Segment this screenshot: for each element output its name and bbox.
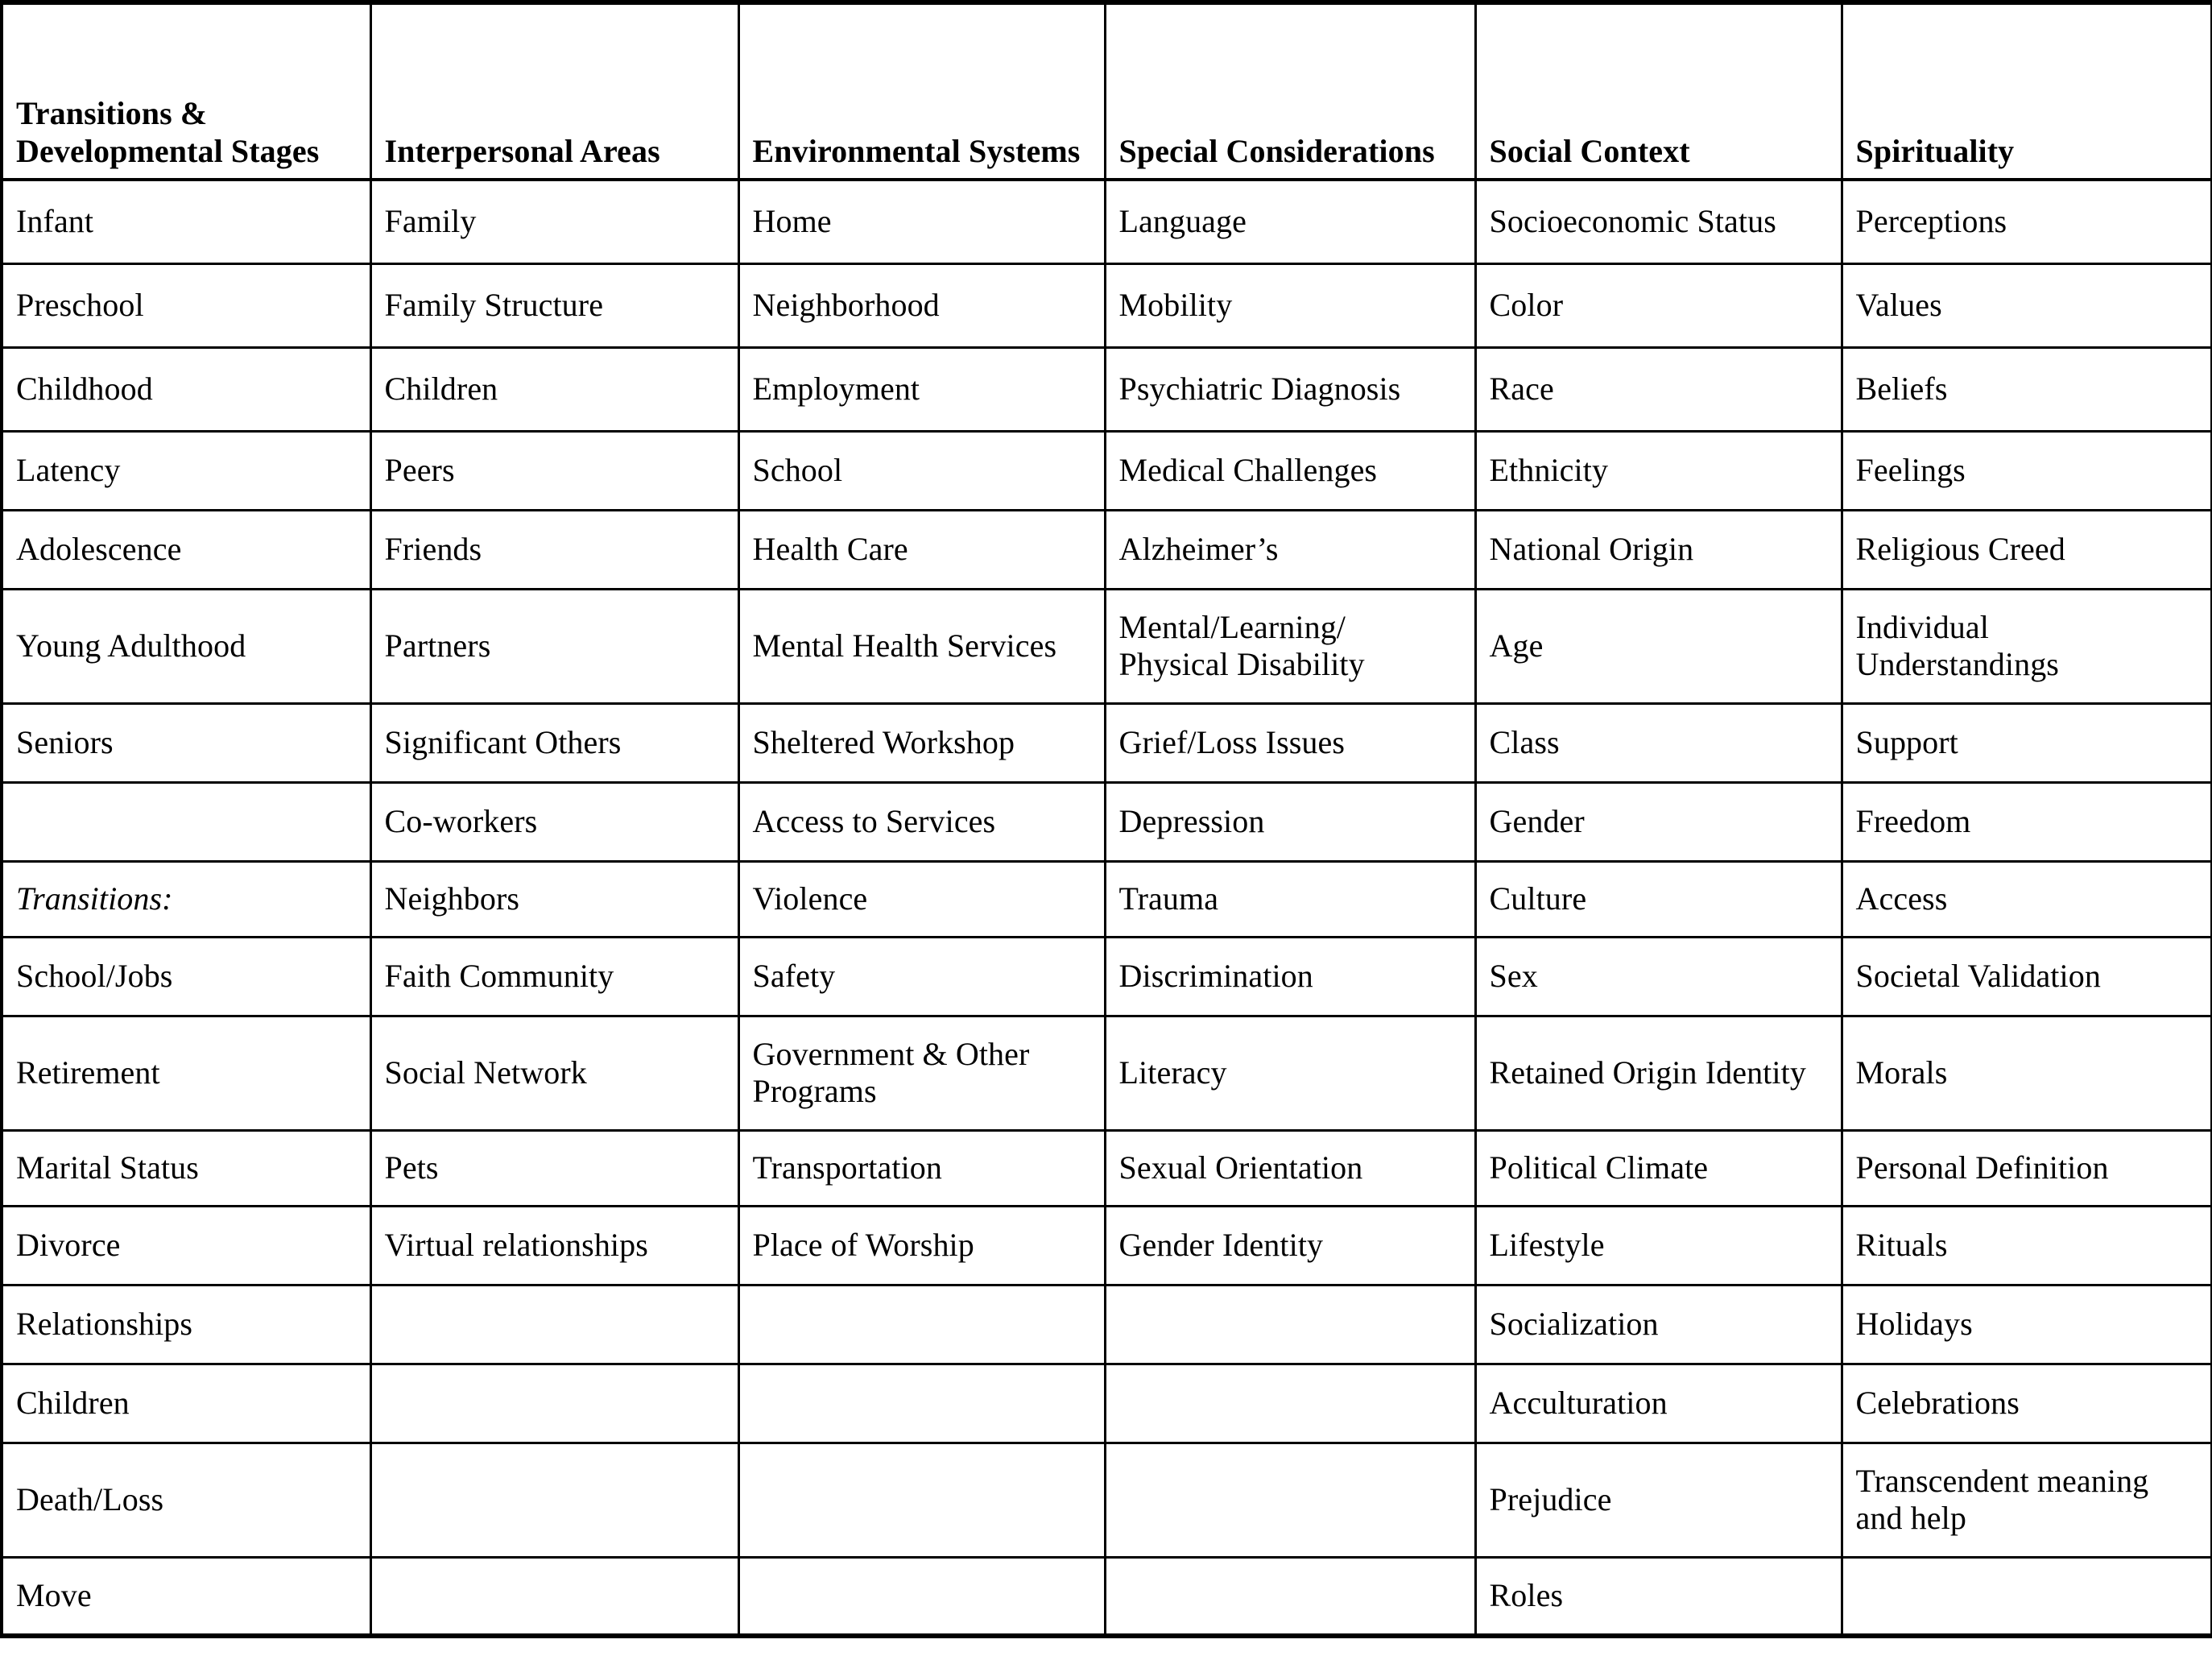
column-header-special: Special Considerations (1105, 2, 1475, 180)
table-cell-empty-interpersonal (370, 1557, 738, 1636)
table-cell-environmental: Neighborhood (738, 263, 1105, 347)
table-cell-interpersonal: Children (370, 347, 738, 431)
table-cell-transitions: Children (2, 1364, 370, 1443)
column-header-spirituality: Spirituality (1842, 2, 2212, 180)
table-cell-social: National Origin (1475, 510, 1842, 589)
table-cell-empty-environmental (738, 1285, 1105, 1364)
table-cell-social: Culture (1475, 861, 1842, 937)
table-cell-transitions: Divorce (2, 1206, 370, 1285)
table-cell-social: Sex (1475, 937, 1842, 1016)
table-cell-spirituality: Transcendent meaning and help (1842, 1443, 2212, 1557)
table-cell-transitions: Move (2, 1557, 370, 1636)
table-cell-empty-interpersonal (370, 1285, 738, 1364)
table-cell-transitions: Death/Loss (2, 1443, 370, 1557)
table-cell-spirituality: Values (1842, 263, 2212, 347)
table-cell-special: Discrimination (1105, 937, 1475, 1016)
table-cell-transitions: Adolescence (2, 510, 370, 589)
table-cell-special: Mobility (1105, 263, 1475, 347)
table-row (2, 510, 2212, 589)
table-cell-interpersonal: Faith Community (370, 937, 738, 1016)
table-cell-interpersonal: Pets (370, 1130, 738, 1206)
table-cell-interpersonal: Significant Others (370, 703, 738, 782)
table-cell-spirituality: Religious Creed (1842, 510, 2212, 589)
table-row (2, 1206, 2212, 1285)
table-cell-spirituality: Individual Understandings (1842, 589, 2212, 703)
table-cell-spirituality: Feelings (1842, 431, 2212, 510)
column-header-environmental: Environmental Systems (738, 2, 1105, 180)
table-cell-spirituality: Beliefs (1842, 347, 2212, 431)
table-cell-environmental: Government & Other Programs (738, 1016, 1105, 1130)
table-cell-environmental: Transportation (738, 1130, 1105, 1206)
table-header-row (2, 2, 2212, 180)
table-cell-special: Sexual Orientation (1105, 1130, 1475, 1206)
table-cell-interpersonal: Partners (370, 589, 738, 703)
table-cell-spirituality: Access (1842, 861, 2212, 937)
table-cell-social: Class (1475, 703, 1842, 782)
table-cell-social: Gender (1475, 782, 1842, 861)
table-cell-transitions: Relationships (2, 1285, 370, 1364)
table-cell-special: Grief/Loss Issues (1105, 703, 1475, 782)
table-cell-environmental: Employment (738, 347, 1105, 431)
table-cell-environmental: Health Care (738, 510, 1105, 589)
table-cell-special: Mental/Learning/ Physical Disability (1105, 589, 1475, 703)
table-cell-interpersonal: Family (370, 180, 738, 263)
table-cell-interpersonal: Social Network (370, 1016, 738, 1130)
table-cell-special: Gender Identity (1105, 1206, 1475, 1285)
column-header-transitions: Transitions & Developmental Stages (2, 2, 370, 180)
table-cell-transitions: Infant (2, 180, 370, 263)
table-cell-transitions: Young Adulthood (2, 589, 370, 703)
table-cell-transitions: Retirement (2, 1016, 370, 1130)
table-cell-social: Roles (1475, 1557, 1842, 1636)
table-body (2, 180, 2212, 1636)
table-cell-spirituality: Support (1842, 703, 2212, 782)
table-header (2, 2, 2212, 180)
table-row (2, 782, 2212, 861)
table-cell-environmental: Home (738, 180, 1105, 263)
table-cell-empty-special (1105, 1443, 1475, 1557)
table-cell-social: Retained Origin Identity (1475, 1016, 1842, 1130)
column-header-interpersonal: Interpersonal Areas (370, 2, 738, 180)
table-cell-environmental: Place of Worship (738, 1206, 1105, 1285)
table-cell-special: Medical Challenges (1105, 431, 1475, 510)
table-cell-interpersonal: Peers (370, 431, 738, 510)
table-cell-spirituality: Personal Definition (1842, 1130, 2212, 1206)
table-cell-social: Lifestyle (1475, 1206, 1842, 1285)
table-row (2, 937, 2212, 1016)
table-cell-empty-spirituality (1842, 1557, 2212, 1636)
table-cell-transitions: Seniors (2, 703, 370, 782)
table-row (2, 703, 2212, 782)
table-cell-empty-environmental (738, 1443, 1105, 1557)
table-cell-empty-environmental (738, 1557, 1105, 1636)
table-cell-social: Race (1475, 347, 1842, 431)
table-cell-transitions: Preschool (2, 263, 370, 347)
table-cell-interpersonal: Virtual relationships (370, 1206, 738, 1285)
table-cell-spirituality: Celebrations (1842, 1364, 2212, 1443)
table-cell-environmental: Safety (738, 937, 1105, 1016)
table-cell-empty-special (1105, 1285, 1475, 1364)
table-cell-interpersonal: Co-workers (370, 782, 738, 861)
table-cell-environmental: School (738, 431, 1105, 510)
table-cell-spirituality: Rituals (1842, 1206, 2212, 1285)
table-cell-empty-interpersonal (370, 1364, 738, 1443)
table-cell-interpersonal: Friends (370, 510, 738, 589)
column-header-social: Social Context (1475, 2, 1842, 180)
table-cell-empty-interpersonal (370, 1443, 738, 1557)
table-cell-environmental: Violence (738, 861, 1105, 937)
table-cell-empty-environmental (738, 1364, 1105, 1443)
table-cell-special: Alzheimer’s (1105, 510, 1475, 589)
table-cell-transitions: Marital Status (2, 1130, 370, 1206)
table-row (2, 1285, 2212, 1364)
table-row (2, 1443, 2212, 1557)
table-cell-social: Age (1475, 589, 1842, 703)
table-cell-special: Language (1105, 180, 1475, 263)
table-row (2, 1364, 2212, 1443)
table-cell-social: Socioeconomic Status (1475, 180, 1842, 263)
table-cell-interpersonal: Family Structure (370, 263, 738, 347)
table-cell-social: Ethnicity (1475, 431, 1842, 510)
table-cell-social: Color (1475, 263, 1842, 347)
table-cell-environmental: Mental Health Services (738, 589, 1105, 703)
table-cell-transitions: School/Jobs (2, 937, 370, 1016)
table-row (2, 1016, 2212, 1130)
table-row (2, 263, 2212, 347)
table-cell-special: Literacy (1105, 1016, 1475, 1130)
table-row (2, 1130, 2212, 1206)
table-cell-social: Socialization (1475, 1285, 1842, 1364)
table-cell-special: Psychiatric Diagnosis (1105, 347, 1475, 431)
table-row (2, 861, 2212, 937)
transitions-section-label: Transitions: (16, 880, 173, 917)
table-cell-spirituality: Freedom (1842, 782, 2212, 861)
table-cell-social: Prejudice (1475, 1443, 1842, 1557)
table-cell-spirituality: Perceptions (1842, 180, 2212, 263)
table-cell-transitions: Latency (2, 431, 370, 510)
table-cell-transitions: Childhood (2, 347, 370, 431)
table-cell-social: Acculturation (1475, 1364, 1842, 1443)
table-cell-environmental: Access to Services (738, 782, 1105, 861)
table-cell-social: Political Climate (1475, 1130, 1842, 1206)
table-cell-empty-special (1105, 1364, 1475, 1443)
table-cell-spirituality: Societal Validation (1842, 937, 2212, 1016)
table-cell-transitions (2, 861, 370, 937)
table-cell-spirituality: Morals (1842, 1016, 2212, 1130)
table-cell-spirituality: Holidays (1842, 1285, 2212, 1364)
table-cell-empty-special (1105, 1557, 1475, 1636)
table-cell-special: Depression (1105, 782, 1475, 861)
table-row (2, 589, 2212, 703)
table-row (2, 180, 2212, 263)
table-row (2, 1557, 2212, 1636)
table-cell-empty-transitions (2, 782, 370, 861)
table-cell-special: Trauma (1105, 861, 1475, 937)
table-row (2, 431, 2212, 510)
table-row (2, 347, 2212, 431)
table-cell-interpersonal: Neighbors (370, 861, 738, 937)
table-cell-environmental: Sheltered Workshop (738, 703, 1105, 782)
